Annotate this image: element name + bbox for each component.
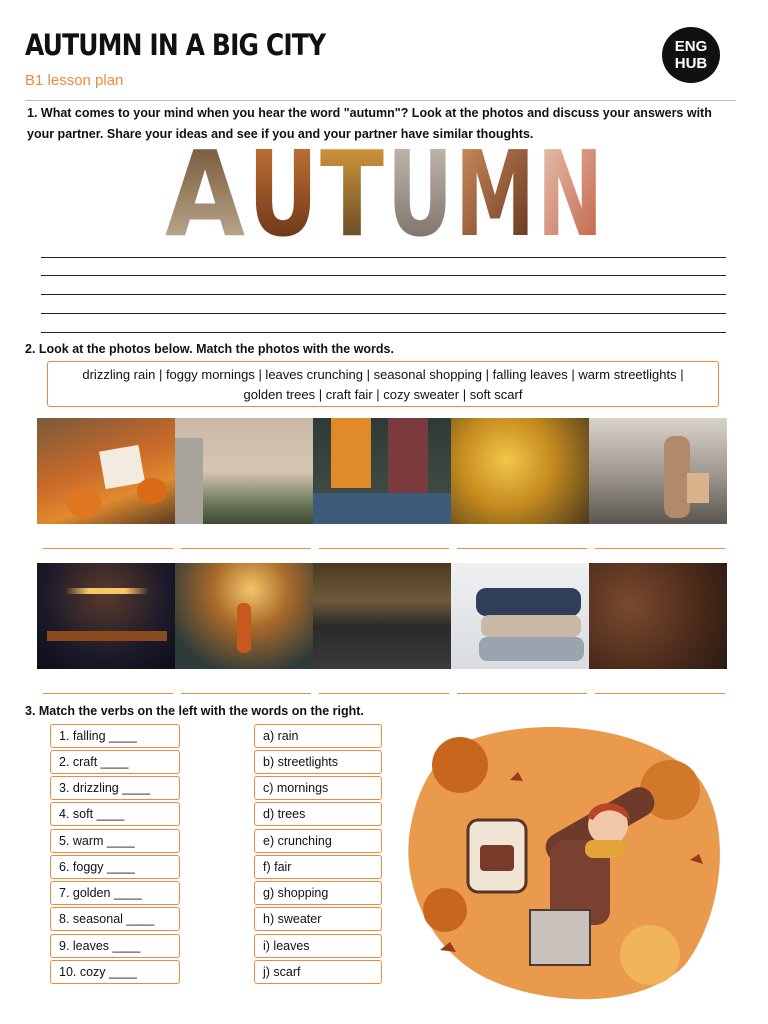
- question-2-instruction: 2. Look at the photos below. Match the photos with the words.: [25, 342, 394, 356]
- photo-answer-line[interactable]: [181, 548, 311, 549]
- banner-letter-a: A: [165, 143, 245, 239]
- girl-trousers: [530, 910, 590, 965]
- word-option-box[interactable]: i) leaves: [254, 934, 382, 958]
- word-option-box[interactable]: h) sweater: [254, 907, 382, 931]
- backpack-pocket: [480, 845, 514, 871]
- photo-answer-line[interactable]: [595, 693, 725, 694]
- photo-answer-line[interactable]: [319, 693, 449, 694]
- answer-line[interactable]: [41, 257, 726, 258]
- answer-line[interactable]: [41, 294, 726, 295]
- dry-leaves-photo: [589, 563, 727, 669]
- city-lights-photo: [37, 563, 175, 669]
- eng-hub-logo: [662, 27, 720, 83]
- word-option-box[interactable]: c) mornings: [254, 776, 382, 800]
- walking-girl-photo: [175, 563, 313, 669]
- verb-box[interactable]: 3. drizzling ____: [50, 776, 180, 800]
- word-bank-line-1: drizzling rain | foggy mornings | leaves crunching | seasonal shopping | falling leaves | warm streetlights |: [82, 367, 684, 382]
- autumn-girl-illustration: [400, 720, 722, 1000]
- girl-scarf: [585, 840, 625, 858]
- verb-box[interactable]: 6. foggy ____: [50, 855, 180, 879]
- word-option-box[interactable]: d) trees: [254, 802, 382, 826]
- word-option-box[interactable]: b) streetlights: [254, 750, 382, 774]
- word-bank: [47, 361, 719, 407]
- answer-line[interactable]: [41, 275, 726, 276]
- question-1-instruction: 1. What comes to your mind when you hear the word "autumn"? Look at the photos and discuss your answers with your partner. Share your ideas and see if you and your partner have similar thoughts.: [27, 106, 712, 141]
- verb-box[interactable]: 8. seasonal ____: [50, 907, 180, 931]
- banner-letter-u2: U: [387, 143, 453, 239]
- verb-box[interactable]: 5. warm ____: [50, 829, 180, 853]
- page-subtitle: B1 lesson plan: [25, 72, 124, 89]
- sweaters-photo: [451, 563, 589, 669]
- banner-letter-u: U: [248, 143, 318, 239]
- tree-shape: [620, 925, 680, 985]
- scarves-couple-photo: [313, 418, 451, 524]
- banner-letter-m: M: [455, 143, 535, 239]
- photo-answer-line[interactable]: [43, 693, 173, 694]
- verb-box[interactable]: 10. cozy ____: [50, 960, 180, 984]
- page-title: AUTUMN IN A BIG CITY: [25, 28, 326, 62]
- autumn-photo-word: [165, 143, 605, 239]
- foggy-river-photo: [175, 418, 313, 524]
- photo-answer-line[interactable]: [595, 548, 725, 549]
- word-option-box[interactable]: a) rain: [254, 724, 382, 748]
- photo-answer-line[interactable]: [181, 693, 311, 694]
- word-option-box[interactable]: g) shopping: [254, 881, 382, 905]
- verb-box[interactable]: 4. soft ____: [50, 802, 180, 826]
- banner-letter-n: N: [537, 143, 603, 239]
- verb-box[interactable]: 7. golden ____: [50, 881, 180, 905]
- header-divider: [25, 100, 736, 101]
- verb-box[interactable]: 2. craft ____: [50, 750, 180, 774]
- word-option-box[interactable]: j) scarf: [254, 960, 382, 984]
- yellow-leaves-photo: [451, 418, 589, 524]
- word-bank-line-2: golden trees | craft fair | cozy sweater | soft scarf: [243, 387, 523, 402]
- pumpkin-market-photo: [37, 418, 175, 524]
- photo-answer-line[interactable]: [457, 693, 587, 694]
- shopping-woman-photo: [589, 418, 727, 524]
- verb-box[interactable]: 9. leaves ____: [50, 934, 180, 958]
- question-3-instruction: 3. Match the verbs on the left with the words on the right.: [25, 704, 364, 718]
- photo-answer-line[interactable]: [43, 548, 173, 549]
- tree-shape: [423, 888, 467, 932]
- logo-line-1: ENG: [674, 38, 708, 55]
- tree-shape: [432, 737, 488, 793]
- photo-answer-line[interactable]: [457, 548, 587, 549]
- word-option-box[interactable]: f) fair: [254, 855, 382, 879]
- answer-line[interactable]: [41, 332, 726, 333]
- photo-answer-line[interactable]: [319, 548, 449, 549]
- verb-box[interactable]: 1. falling ____: [50, 724, 180, 748]
- rainy-street-photo: [313, 563, 451, 669]
- answer-line[interactable]: [41, 313, 726, 314]
- logo-line-2: HUB: [674, 55, 708, 72]
- banner-letter-t: T: [320, 143, 384, 239]
- word-option-box[interactable]: e) crunching: [254, 829, 382, 853]
